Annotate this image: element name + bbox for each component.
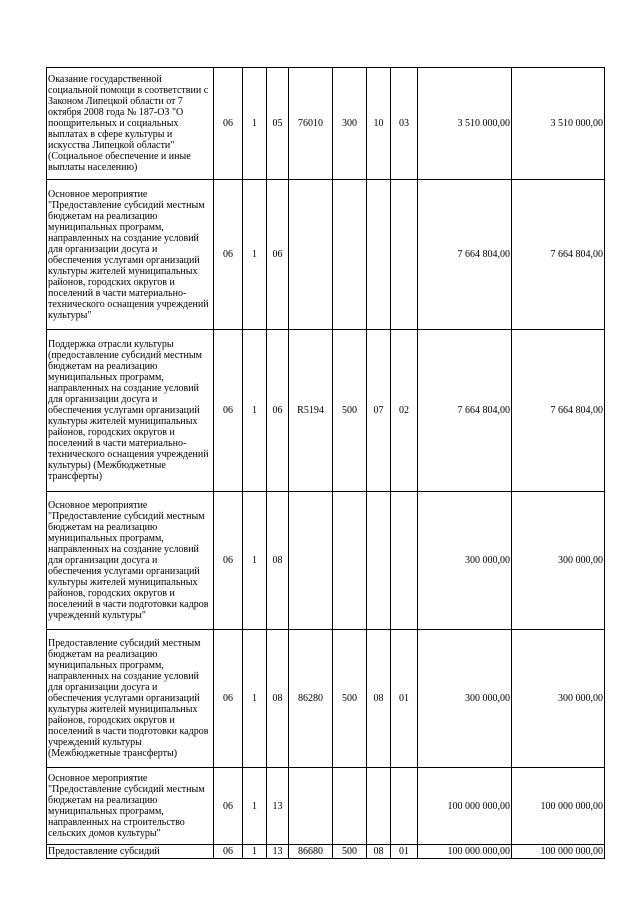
code-direction: 86280	[289, 630, 333, 768]
table-row	[47, 180, 605, 330]
code-event: 06	[267, 330, 289, 492]
code-program: 06	[214, 330, 243, 492]
amount-first: 100 000 000,00	[418, 845, 512, 859]
code-program: 06	[214, 492, 243, 630]
amount-second: 3 510 000,00	[512, 68, 605, 180]
amount-first: 300 000,00	[418, 492, 512, 630]
amount-second: 300 000,00	[512, 630, 605, 768]
table-row	[47, 845, 605, 859]
amount-second: 7 664 804,00	[512, 180, 605, 330]
row-name: Предоставление субсидий	[47, 845, 214, 859]
row-name: Предоставление субсидий местным бюджетам на реализацию муниципальных программ, направленных на создание условий для организации досуга и обеспечения услугами организаций культуры жителей муниципальных районов, городских округов и поселений в части подготовки кадров учреждений культуры (Межбюджетные трансферты)	[47, 630, 214, 768]
row-name: Основное мероприятие "Предоставление субсидий местным бюджетам на реализацию муниципальных программ, направленных на строительство сельских домов культуры"	[47, 768, 214, 845]
code-expense-type	[333, 768, 367, 845]
code-subprogram: 1	[243, 68, 267, 180]
code-section: 07	[367, 330, 391, 492]
code-expense-type	[333, 492, 367, 630]
code-subsection: 02	[391, 330, 418, 492]
code-subsection	[391, 180, 418, 330]
code-program: 06	[214, 180, 243, 330]
code-subprogram: 1	[243, 630, 267, 768]
code-subsection: 01	[391, 630, 418, 768]
row-name: Основное мероприятие "Предоставление субсидий местным бюджетам на реализацию муниципальных программ, направленных на создание условий для организации досуга и обеспечения услугами организаций культуры жителей муниципальных районов, городских округов и поселений в части материально-технического оснащения учреждений культуры"	[47, 180, 214, 330]
row-name: Поддержка отрасли культуры (предоставление субсидий местным бюджетам на реализацию муниципальных программ, направленных на создание условий для организации досуга и обеспечения услугами организаций культуры жителей муниципальных районов, городских округов и поселений в части материально-технического оснащения учреждений культуры) (Межбюджетные трансферты)	[47, 330, 214, 492]
code-program: 06	[214, 630, 243, 768]
amount-first: 7 664 804,00	[418, 180, 512, 330]
table-row	[47, 330, 605, 492]
code-subprogram: 1	[243, 768, 267, 845]
code-direction	[289, 492, 333, 630]
code-subsection: 03	[391, 68, 418, 180]
budget-table	[46, 67, 605, 859]
code-expense-type: 500	[333, 630, 367, 768]
code-section	[367, 768, 391, 845]
amount-second: 300 000,00	[512, 492, 605, 630]
code-expense-type	[333, 180, 367, 330]
code-event: 13	[267, 768, 289, 845]
code-subprogram: 1	[243, 845, 267, 859]
table-row	[47, 630, 605, 768]
amount-second: 7 664 804,00	[512, 330, 605, 492]
table-row	[47, 768, 605, 845]
code-expense-type: 300	[333, 68, 367, 180]
code-direction	[289, 180, 333, 330]
code-direction: 76010	[289, 68, 333, 180]
code-subsection	[391, 768, 418, 845]
code-direction: R5194	[289, 330, 333, 492]
code-section: 08	[367, 845, 391, 859]
code-subprogram: 1	[243, 180, 267, 330]
amount-first: 300 000,00	[418, 630, 512, 768]
table-row	[47, 68, 605, 180]
code-event: 08	[267, 630, 289, 768]
code-section: 10	[367, 68, 391, 180]
amount-first: 3 510 000,00	[418, 68, 512, 180]
row-name: Оказание государственной социальной помощи в соответствии с Законом Липецкой области от 7 октября 2008 года № 187-ОЗ "О поощрительных и социальных выплатах в сфере культуры и искусства Липецкой области" (Социальное обеспечение и иные выплаты населению)	[47, 68, 214, 180]
code-event: 13	[267, 845, 289, 859]
code-subprogram: 1	[243, 492, 267, 630]
code-program: 06	[214, 768, 243, 845]
code-subsection: 01	[391, 845, 418, 859]
code-section: 08	[367, 630, 391, 768]
code-subsection	[391, 492, 418, 630]
code-direction: 86680	[289, 845, 333, 859]
code-expense-type: 500	[333, 845, 367, 859]
code-event: 06	[267, 180, 289, 330]
row-name: Основное мероприятие "Предоставление субсидий местным бюджетам на реализацию муниципальных программ, направленных на создание условий для организации досуга и обеспечения услугами организаций культуры жителей муниципальных районов, городских округов и поселений в части подготовки кадров учреждений культуры"	[47, 492, 214, 630]
amount-second: 100 000 000,00	[512, 768, 605, 845]
code-program: 06	[214, 68, 243, 180]
amount-first: 7 664 804,00	[418, 330, 512, 492]
table-row	[47, 492, 605, 630]
code-event: 08	[267, 492, 289, 630]
code-expense-type: 500	[333, 330, 367, 492]
amount-first: 100 000 000,00	[418, 768, 512, 845]
code-section	[367, 492, 391, 630]
code-subprogram: 1	[243, 330, 267, 492]
code-event: 05	[267, 68, 289, 180]
code-section	[367, 180, 391, 330]
code-program: 06	[214, 845, 243, 859]
amount-second: 100 000 000,00	[512, 845, 605, 859]
code-direction	[289, 768, 333, 845]
